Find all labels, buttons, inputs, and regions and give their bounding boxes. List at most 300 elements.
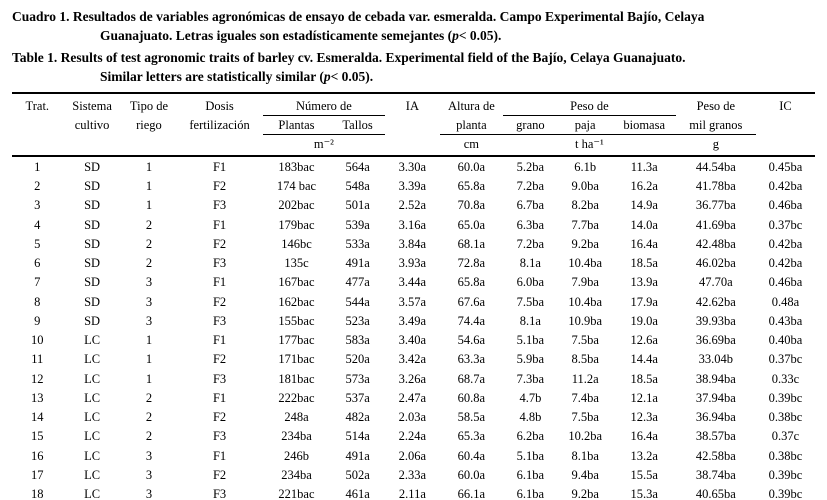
- table-cell: 0.48a: [771, 294, 800, 309]
- col-header-ia: IA: [385, 93, 440, 116]
- table-cell: 0.39bc: [756, 485, 815, 500]
- table-cell: 8.1a: [519, 313, 541, 328]
- table-cell: 12: [31, 371, 44, 386]
- table-cell: 3: [145, 467, 153, 482]
- table-cell: 7.2ba: [516, 179, 545, 194]
- table-cell: F3: [212, 198, 227, 213]
- table-cell: LC: [84, 371, 101, 386]
- table-row: [12, 331, 815, 350]
- table-cell: 3: [145, 275, 153, 290]
- table-cell: 65.8a: [457, 179, 486, 194]
- table-cell: 0.38bc: [768, 448, 803, 463]
- col-header-paja: paja: [574, 117, 596, 132]
- table-cell: 7.5ba: [516, 294, 545, 309]
- table-cell: 60.0a: [457, 159, 486, 174]
- header-row-2: [12, 115, 815, 134]
- table-cell: 6.0ba: [516, 275, 545, 290]
- table-cell: 533a: [345, 236, 370, 251]
- table-cell: 573a: [345, 371, 370, 386]
- table-cell: 3.40a: [398, 333, 427, 348]
- table-cell: LC: [84, 352, 101, 367]
- table-cell: LC: [84, 390, 101, 405]
- table-cell: SD: [84, 313, 101, 328]
- table-cell: 246b: [283, 448, 309, 463]
- table-cell: 0.38bc: [768, 410, 803, 425]
- col-header-riego-l2: riego: [136, 117, 162, 132]
- table-cell: 65.0a: [457, 217, 486, 232]
- table-row: [12, 273, 815, 292]
- table-cell: 1: [145, 371, 153, 386]
- table-cell: 181bac: [278, 371, 315, 386]
- table-cell: 19.0a: [630, 313, 658, 328]
- table-cell: 65.3a: [457, 429, 486, 444]
- table-cell: 0.40ba: [768, 333, 803, 348]
- table-cell: 11: [31, 352, 44, 367]
- col-header-dosis: Dosis: [176, 93, 262, 116]
- table-cell: F3: [212, 256, 227, 271]
- caption-spanish-line1: Cuadro 1. Resultados de variables agronómicas de ensayo de cebada var. esmeralda. Campo Experimental Bajío, Celaya: [12, 9, 705, 24]
- table-cell: 9.0ba: [571, 179, 599, 194]
- table-cell: 10: [31, 333, 44, 348]
- table-cell: 3.44a: [398, 275, 427, 290]
- col-header-dosis-l2: fertilización: [189, 117, 250, 132]
- table-cell: 9: [34, 313, 41, 328]
- table-cell: F2: [212, 236, 227, 251]
- table-cell: LC: [84, 410, 101, 425]
- table-cell: 3.84a: [398, 236, 427, 251]
- table-cell: F1: [212, 390, 227, 405]
- empty-header-cell: [122, 135, 177, 157]
- table-cell: 234ba: [281, 429, 312, 444]
- table-cell: LC: [84, 448, 101, 463]
- table-cell: 7.5ba: [571, 410, 599, 425]
- table-cell: 12.1a: [630, 390, 658, 405]
- table-row: [12, 446, 815, 465]
- table-cell: F1: [212, 159, 227, 174]
- table-cell: 491a: [345, 448, 370, 463]
- table-cell: 0.39bc: [768, 390, 803, 405]
- table-cell: 539a: [345, 217, 370, 232]
- table-cell: 11.2a: [571, 371, 599, 386]
- table-cell: 38.57ba: [695, 429, 736, 444]
- table-cell: 162bac: [278, 294, 315, 309]
- table-cell: SD: [84, 256, 101, 271]
- table-cell: 60.8a: [457, 390, 486, 405]
- table-cell: 14: [31, 410, 44, 425]
- header-row-units: [12, 135, 815, 157]
- table-row: [12, 465, 815, 484]
- p-value-symbol: p: [323, 69, 331, 85]
- table-cell: 2.33a: [398, 467, 427, 482]
- table-cell: 14.4a: [630, 352, 658, 367]
- table-cell: 514a: [345, 429, 370, 444]
- table-cell: 6: [34, 256, 41, 271]
- table-cell: 0.37c: [771, 429, 800, 444]
- table-cell: 60.0a: [457, 467, 486, 482]
- empty-header-cell: [756, 135, 815, 157]
- table-cell: LC: [84, 467, 101, 482]
- table-cell: 0.37bc: [768, 352, 803, 367]
- table-cell: 564a: [345, 159, 370, 174]
- table-cell: F3: [212, 429, 227, 444]
- table-cell: 3: [122, 485, 177, 500]
- p-value-symbol: p: [452, 28, 459, 44]
- table-cell: 146bc: [281, 236, 312, 251]
- col-header-riego: Tipo de: [122, 93, 177, 116]
- table-cell: 3.16a: [398, 217, 427, 232]
- table-row: [12, 311, 815, 330]
- table-cell: F3: [212, 313, 227, 328]
- col-header-sistema: Sistema: [63, 93, 122, 116]
- table-cell: 2: [145, 410, 153, 425]
- table-cell: 16.2a: [630, 179, 658, 194]
- table-row: [12, 234, 815, 253]
- table-cell: 54.6a: [457, 333, 486, 348]
- table-cell: 7.7ba: [571, 217, 599, 232]
- table-cell: 15.5a: [630, 467, 658, 482]
- table-cell: 17: [31, 467, 44, 482]
- table-cell: 6.1ba: [503, 485, 558, 500]
- table-cell: 3.26a: [398, 371, 427, 386]
- table-cell: 66.1a: [440, 485, 503, 500]
- table-cell: 18: [12, 485, 63, 500]
- table-cell: F1: [212, 333, 227, 348]
- caption-english-line2: Similar letters are statistically similar (: [100, 69, 324, 85]
- empty-header-cell: [385, 115, 440, 134]
- table-cell: 36.69ba: [695, 333, 736, 348]
- table-cell: 6.7ba: [516, 198, 545, 213]
- table-cell: 0.46ba: [768, 275, 803, 290]
- table-cell: 68.1a: [457, 236, 486, 251]
- table-cell: 13: [31, 390, 44, 405]
- table-row: [12, 292, 815, 311]
- table-cell: 70.8a: [457, 198, 486, 213]
- table-cell: 3: [145, 294, 153, 309]
- table-cell: 68.7a: [457, 371, 486, 386]
- table-cell: 177bac: [278, 333, 315, 348]
- table-cell: 44.54ba: [695, 159, 736, 174]
- col-group-peso-de: Peso de: [503, 93, 676, 116]
- table-cell: 2.06a: [398, 448, 427, 463]
- table-cell: 8.1ba: [571, 448, 599, 463]
- table-cell: 16.4a: [630, 429, 658, 444]
- table-cell: 3: [145, 448, 153, 463]
- table-cell: 37.94ba: [695, 390, 736, 405]
- table-cell: 461a: [330, 485, 385, 500]
- table-cell: 63.3a: [457, 352, 486, 367]
- table-cell: 174 bac: [276, 179, 317, 194]
- table-row: [12, 254, 815, 273]
- unit-cm: cm: [440, 135, 503, 157]
- table-cell: 16: [31, 448, 44, 463]
- table-cell: 477a: [345, 275, 370, 290]
- table-cell: 7.5ba: [571, 333, 599, 348]
- table-cell: 8.2ba: [571, 198, 599, 213]
- table-cell: 2: [145, 236, 153, 251]
- table-cell: SD: [84, 159, 101, 174]
- table-cell: 38.94ba: [695, 371, 736, 386]
- table-cell: 167bac: [278, 275, 315, 290]
- unit-per-square-meter: m⁻²: [263, 135, 385, 157]
- table-cell: 520a: [345, 352, 370, 367]
- table-cell: 5.1ba: [516, 333, 545, 348]
- table-cell: 4.7b: [519, 390, 542, 405]
- empty-header-cell: [12, 115, 63, 134]
- table-cell: SD: [84, 236, 101, 251]
- table-cell: 1: [145, 179, 153, 194]
- table-cell: 3.30a: [398, 159, 427, 174]
- table-cell: 18.5a: [630, 256, 658, 271]
- table-cell: 42.62ba: [695, 294, 736, 309]
- table-cell: 10.4ba: [568, 294, 603, 309]
- table-cell: 537a: [345, 390, 370, 405]
- caption-english-tail: < 0.05).: [330, 69, 374, 85]
- table-cell: 41.78ba: [695, 179, 736, 194]
- table-cell: 482a: [345, 410, 370, 425]
- table-cell: 2.24a: [398, 429, 427, 444]
- table-cell: 0.43ba: [768, 313, 803, 328]
- table-cell: 4: [34, 217, 41, 232]
- table-cell: F2: [212, 410, 227, 425]
- table-cell: 501a: [345, 198, 370, 213]
- table-cell: 2.47a: [398, 390, 427, 405]
- table-row: [12, 215, 815, 234]
- table-cell: 0.33c: [771, 371, 800, 386]
- table-cell: 3: [145, 313, 153, 328]
- empty-header-cell: [176, 135, 262, 157]
- table-cell: 1: [145, 333, 153, 348]
- unit-grams: g: [676, 135, 756, 157]
- table-cell: 3.57a: [398, 294, 427, 309]
- table-cell: 16.4a: [630, 236, 658, 251]
- table-cell: 33.04b: [698, 352, 734, 367]
- table-cell: 221bac: [263, 485, 330, 500]
- col-header-biomasa: biomasa: [623, 117, 666, 132]
- table-cell: 222bac: [278, 390, 315, 405]
- table-cell: 7.2ba: [516, 236, 545, 251]
- caption-spanish: [12, 7, 815, 45]
- table-cell: 202bac: [278, 198, 315, 213]
- table-cell: 583a: [345, 333, 370, 348]
- table-row: [12, 427, 815, 446]
- caption-spanish-line2: Guanajuato. Letras iguales son estadísticamente semejantes (: [100, 28, 453, 44]
- table-cell: 171bac: [278, 352, 315, 367]
- col-header-tallos: Tallos: [342, 117, 373, 132]
- table-cell: 248a: [284, 410, 309, 425]
- table-cell: 11.3a: [630, 159, 658, 174]
- table-cell: 12.6a: [630, 333, 658, 348]
- table-cell: 491a: [345, 256, 370, 271]
- table-cell: 67.6a: [457, 294, 486, 309]
- table-cell: 4.8b: [519, 410, 542, 425]
- col-group-numero-de: Número de: [263, 93, 385, 116]
- table-cell: 9.4ba: [571, 467, 599, 482]
- table-cell: 13.9a: [630, 275, 658, 290]
- table-cell: 12.3a: [630, 410, 658, 425]
- table-cell: 5.9ba: [516, 352, 545, 367]
- table-row: [12, 388, 815, 407]
- table-cell: 2.03a: [398, 410, 427, 425]
- table-cell: F2: [212, 179, 227, 194]
- table-cell: 2.52a: [398, 198, 427, 213]
- table-cell: 58.5a: [457, 410, 486, 425]
- table-cell: 65.8a: [457, 275, 486, 290]
- table-cell: 10.4ba: [568, 256, 603, 271]
- table-cell: 548a: [345, 179, 370, 194]
- empty-header-cell: [63, 135, 122, 157]
- empty-header-cell: [385, 135, 440, 157]
- table-cell: 47.70a: [698, 275, 733, 290]
- table-cell: 36.77ba: [695, 198, 736, 213]
- table-cell: 7: [34, 275, 41, 290]
- table-cell: 8.1a: [519, 256, 541, 271]
- table-cell: 0.46ba: [768, 198, 803, 213]
- table-cell: 0.42ba: [768, 179, 803, 194]
- table-header: [12, 93, 815, 157]
- table-cell: 2: [145, 390, 153, 405]
- table-cell: 7.4ba: [571, 390, 599, 405]
- table-row: [12, 196, 815, 215]
- table-cell: 6.1ba: [516, 467, 545, 482]
- table-cell: 6.2ba: [516, 429, 545, 444]
- empty-header-cell: [12, 135, 63, 157]
- table-row: [12, 350, 815, 369]
- table-cell: F1: [212, 275, 227, 290]
- table-cell: 9.2ba: [571, 236, 599, 251]
- table-row: [12, 408, 815, 427]
- table-cell: 1: [145, 198, 153, 213]
- caption-english: [12, 48, 815, 86]
- table-cell: 5.1ba: [516, 448, 545, 463]
- unit-tonnes-per-hectare: t ha⁻¹: [503, 135, 676, 157]
- table-cell: 234ba: [281, 467, 312, 482]
- table-cell: 135c: [284, 256, 309, 271]
- table-cell: F1: [212, 448, 227, 463]
- table-cell: SD: [84, 294, 101, 309]
- table-cell: 3.49a: [398, 313, 427, 328]
- table-row: [12, 156, 815, 176]
- table-cell: 60.4a: [457, 448, 486, 463]
- table-cell: 2: [145, 429, 153, 444]
- table-cell: 74.4a: [457, 313, 486, 328]
- table-cell: F2: [212, 467, 227, 482]
- table-cell: 36.94ba: [695, 410, 736, 425]
- table-row: [12, 485, 815, 500]
- table-cell: 0.37bc: [768, 217, 803, 232]
- col-header-altura-l2: planta: [456, 117, 487, 132]
- table-cell: 6.3ba: [516, 217, 545, 232]
- table-cell: 41.69ba: [695, 217, 736, 232]
- table-cell: 7.9ba: [571, 275, 599, 290]
- table-cell: 0.42ba: [768, 236, 803, 251]
- table-cell: 15: [31, 429, 44, 444]
- col-header-trat: Trat.: [12, 93, 63, 116]
- table-cell: 38.74ba: [695, 467, 736, 482]
- table-cell: 14.9a: [630, 198, 658, 213]
- col-header-peso-mil: Peso de: [676, 93, 756, 116]
- table-cell: 8.5ba: [571, 352, 599, 367]
- table-cell: 0.45ba: [768, 159, 803, 174]
- table-cell: 183bac: [278, 159, 315, 174]
- table-cell: 544a: [345, 294, 370, 309]
- empty-header-cell: [756, 115, 815, 134]
- table-cell: F1: [212, 217, 227, 232]
- table-cell: 2: [34, 179, 41, 194]
- table-cell: 1: [145, 159, 153, 174]
- caption-english-line1: Table 1. Results of test agronomic traits of barley cv. Esmeralda. Experimental field of the Bajío, Celaya Guanajuato.: [12, 50, 686, 66]
- table-row: [12, 177, 815, 196]
- table-cell: 2: [145, 217, 153, 232]
- table-cell: 17.9a: [630, 294, 658, 309]
- table-cell: 9.2ba: [558, 485, 613, 500]
- table-cell: SD: [84, 179, 101, 194]
- table-cell: F3: [176, 485, 262, 500]
- table-cell: LC: [84, 429, 101, 444]
- table-cell: 3.93a: [398, 256, 427, 271]
- table-cell: 7.3ba: [516, 371, 545, 386]
- table-cell: 502a: [345, 467, 370, 482]
- table-cell: F2: [212, 352, 227, 367]
- table-cell: 1: [145, 352, 153, 367]
- table-cell: 3.39a: [398, 179, 427, 194]
- col-header-plantas: Plantas: [278, 117, 315, 132]
- table-cell: SD: [84, 275, 101, 290]
- col-header-grano: grano: [516, 117, 545, 132]
- table-cell: 13.2a: [630, 448, 658, 463]
- col-header-sistema-l2: cultivo: [74, 117, 110, 132]
- table-cell: 15.3a: [613, 485, 676, 500]
- table-cell: 39.93ba: [695, 313, 736, 328]
- table-cell: 1: [34, 159, 41, 174]
- table-cell: 8: [34, 294, 41, 309]
- table-cell: SD: [84, 217, 101, 232]
- table-cell: 42.58ba: [695, 448, 736, 463]
- table-cell: 18.5a: [630, 371, 658, 386]
- table-cell: 14.0a: [630, 217, 658, 232]
- table-cell: LC: [84, 333, 101, 348]
- table-cell: 5.2ba: [516, 159, 545, 174]
- col-header-ic: IC: [756, 93, 815, 116]
- header-row-1: [12, 93, 815, 116]
- results-table: [12, 92, 815, 500]
- table-cell: 523a: [345, 313, 370, 328]
- col-header-peso-mil-l2: mil granos: [689, 117, 743, 132]
- table-cell: 0.39bc: [768, 467, 803, 482]
- table-cell: 5: [34, 236, 41, 251]
- table-cell: 6.1b: [574, 159, 597, 174]
- table-row: [12, 369, 815, 388]
- table-cell: 40.65ba: [676, 485, 756, 500]
- table-cell: 10.2ba: [568, 429, 603, 444]
- table-cell: SD: [84, 198, 101, 213]
- caption-spanish-tail: < 0.05).: [458, 28, 502, 44]
- table-cell: F3: [212, 371, 227, 386]
- table-cell: 155bac: [278, 313, 315, 328]
- table-cell: 10.9ba: [568, 313, 603, 328]
- table-cell: 3: [34, 198, 41, 213]
- table-cell: 2: [145, 256, 153, 271]
- table-cell: 179bac: [278, 217, 315, 232]
- table-cell: LC: [63, 485, 122, 500]
- table-cell: 0.42ba: [768, 256, 803, 271]
- table-cell: 2.11a: [385, 485, 440, 500]
- table-cell: 46.02ba: [695, 256, 736, 271]
- table-cell: F2: [212, 294, 227, 309]
- col-header-altura: Altura de: [440, 93, 503, 116]
- table-cell: 3.42a: [398, 352, 427, 367]
- table-body: [12, 156, 815, 500]
- table-cell: 42.48ba: [695, 236, 736, 251]
